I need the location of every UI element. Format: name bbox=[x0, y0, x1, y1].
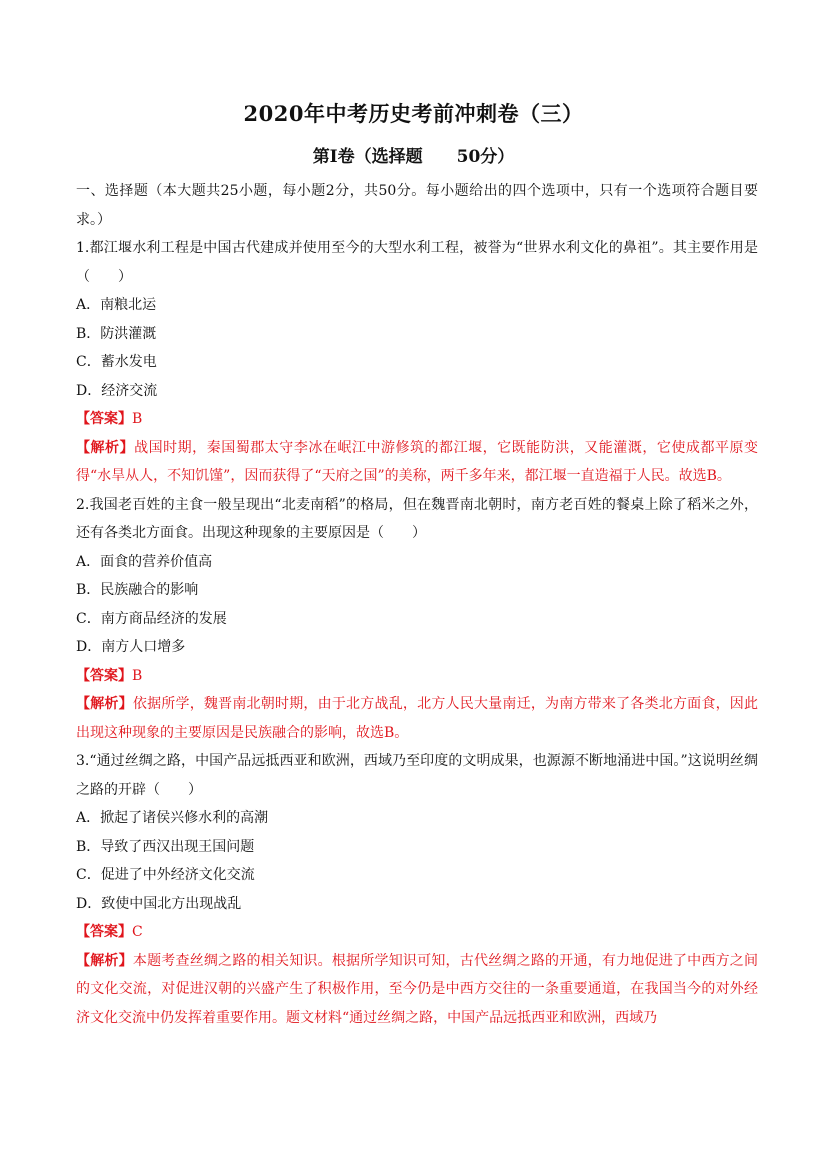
question-3 bbox=[76, 747, 758, 1032]
explanation-tag: 【解析】 bbox=[76, 952, 133, 969]
option-b: B．导致了西汉出现王国问题 bbox=[76, 838, 255, 855]
explanation-text: 本题考查丝绸之路的相关知识。根据所学知识可知，古代丝绸之路的开通，有力地促进了中西方之间的文化交流，对促进汉朝的兴盛产生了积极作用，至今仍是中西方交往的一条重要通道，在我国当今的对外经济文化交流中仍发挥着重要作用。题文材料“通过丝绸之路，中国产品远抵西亚和欧洲，西域乃 bbox=[76, 952, 759, 1026]
question-stem: 3.“通过丝绸之路，中国产品远抵西亚和欧洲，西域乃至印度的文明成果，也源源不断地涌进中国。”这说明丝绸之路的开辟（ ） bbox=[76, 753, 758, 798]
explanation-line bbox=[76, 434, 758, 491]
exam-content bbox=[76, 177, 758, 1032]
option-d: D．致使中国北方出现战乱 bbox=[76, 895, 242, 912]
question-1 bbox=[76, 234, 758, 491]
page-title: 2020年中考历史考前冲刺卷（三） bbox=[243, 101, 584, 126]
question-2 bbox=[76, 491, 758, 748]
question-stem: 1.都江堰水利工程是中国古代建成并使用至今的大型水利工程，被誉为“世界水利文化的鼻祖”。其主要作用是（ ） bbox=[76, 240, 758, 285]
option-d: D．南方人口增多 bbox=[76, 639, 186, 655]
section-intro: 一、选择题（本大题共25小题，每小题2分，共50分。每小题给出的四个选项中，只有一个选项符合题目要求。） bbox=[76, 183, 758, 228]
answer-tag: 【答案】 bbox=[76, 411, 132, 427]
option-b: B．防洪灌溉 bbox=[76, 325, 157, 342]
option-c: C．南方商品经济的发展 bbox=[76, 610, 227, 627]
option-a: A．掀起了诸侯兴修水利的高潮 bbox=[76, 810, 269, 826]
answer-line bbox=[76, 405, 758, 434]
option-c: C．促进了中外经济文化交流 bbox=[76, 867, 255, 883]
answer-line bbox=[76, 918, 758, 947]
explanation-text: 战国时期，秦国蜀郡太守李冰在岷江中游修筑的都江堰，它既能防洪，又能灌溉，它使成都平原变得“水旱从人，不知饥馑”，因而获得了“天府之国”的美称，两千多年来，都江堰一直造福于人民。故选B。 bbox=[76, 439, 759, 484]
explanation-line bbox=[76, 947, 758, 1033]
explanation-tag: 【解析】 bbox=[76, 439, 135, 456]
option-c: C．蓄水发电 bbox=[76, 354, 157, 370]
section-heading: 第Ⅰ卷（选择题 50分） bbox=[312, 147, 515, 167]
explanation-line bbox=[76, 690, 758, 747]
option-a: A．面食的营养价值高 bbox=[76, 553, 213, 570]
answer-tag: 【答案】 bbox=[76, 667, 132, 684]
option-d: D．经济交流 bbox=[76, 382, 158, 399]
answer-line bbox=[76, 662, 758, 691]
option-b: B．民族融合的影响 bbox=[76, 582, 199, 598]
answer-tag: 【答案】 bbox=[76, 924, 132, 940]
option-a: A．南粮北运 bbox=[76, 297, 157, 313]
explanation-text: 依据所学，魏晋南北朝时期，由于北方战乱，北方人民大量南迁，为南方带来了各类北方面食，因此出现这种现象的主要原因是民族融合的影响，故选B。 bbox=[76, 696, 759, 741]
answer-value: C bbox=[132, 924, 143, 940]
explanation-tag: 【解析】 bbox=[76, 696, 133, 712]
question-stem: 2.我国老百姓的主食一般呈现出“北麦南稻”的格局，但在魏晋南北朝时，南方老百姓的餐桌上除了稻米之外，还有各类北方面食。出现这种现象的主要原因是（ ） bbox=[76, 496, 758, 541]
answer-value: B bbox=[132, 667, 143, 684]
answer-value: B bbox=[132, 411, 143, 427]
